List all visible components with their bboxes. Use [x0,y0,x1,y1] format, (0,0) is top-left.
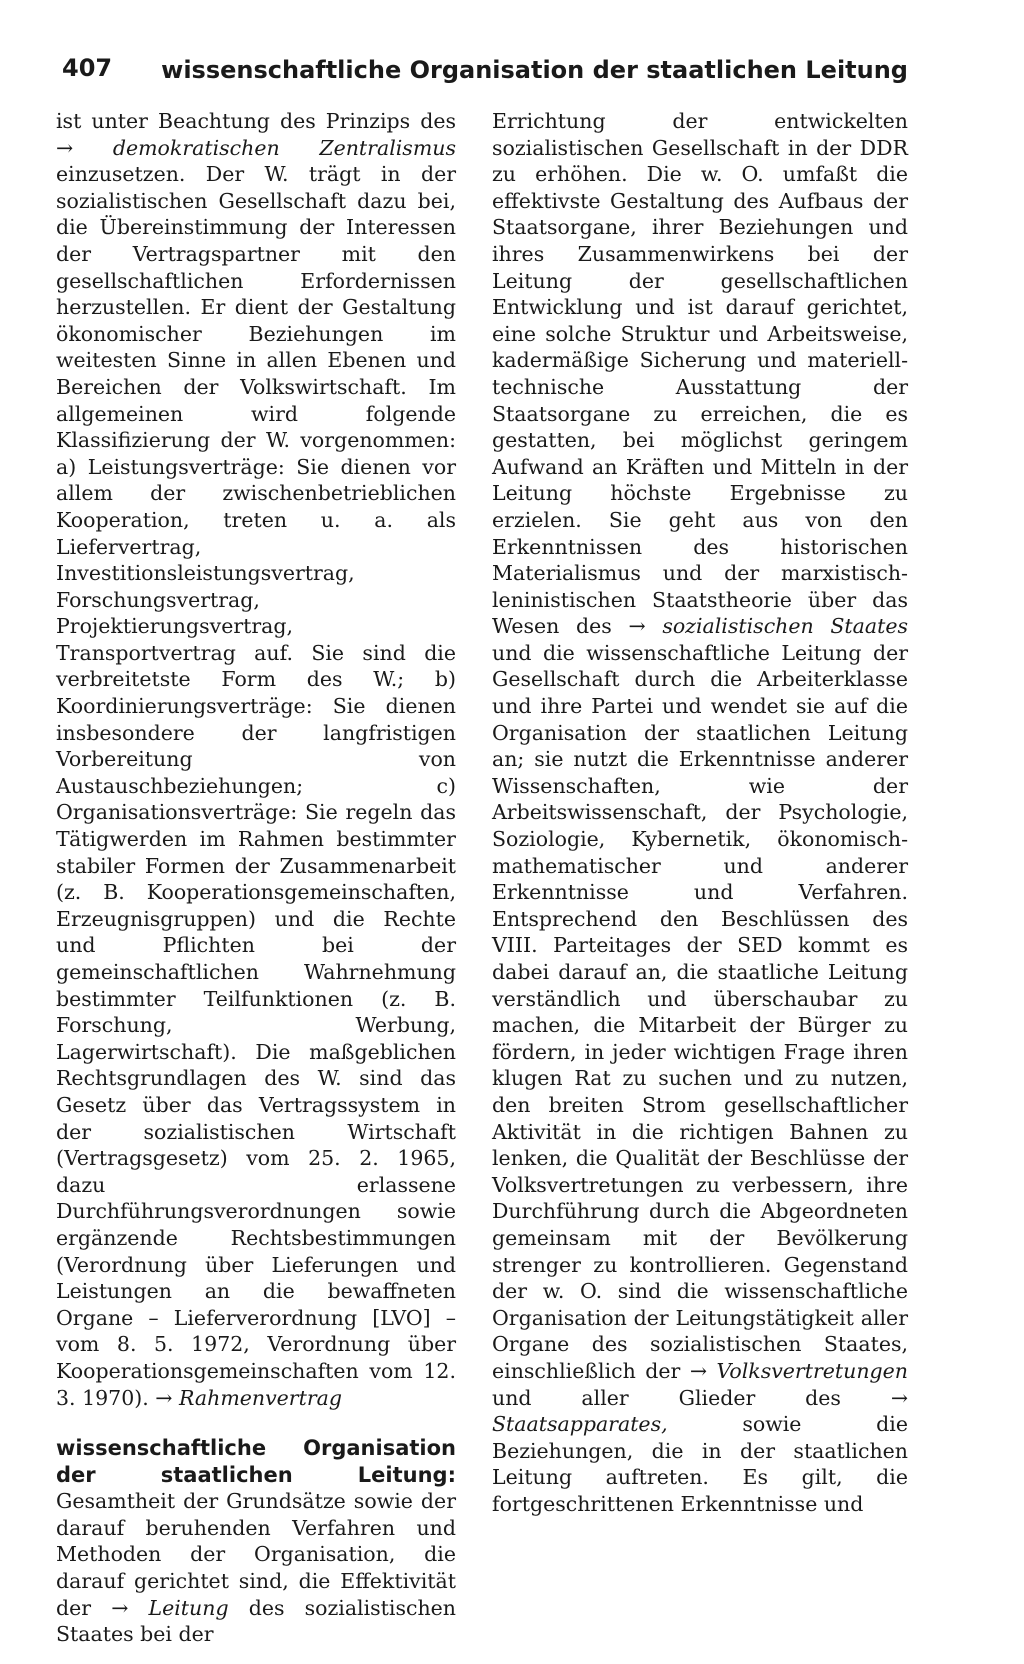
text-run: → [890,1385,908,1410]
text-run: und aller Glieder des [492,1385,891,1410]
text-run: des sozialistischen Staates bei der [56,1595,457,1647]
dictionary-entry [56,1435,456,1648]
page-number: 407 [62,54,113,82]
paragraph [56,108,456,1411]
page-header [62,50,908,90]
cross-reference: Staatsapparates, [492,1412,668,1437]
text-run: → [628,614,663,639]
left-column [56,108,456,1648]
text-run: → [155,1385,179,1410]
text-run: Errichtung der entwickelten sozialistischen Gesellschaft in der DDR zu erhöhen. Die w. O. umfaßt die effektivste Gestaltung des Aufbaus der Staatsorgane, ihrer Beziehungen und ihres Zusammenwirkens bei der Leitung der gesellschaftlichen Entwicklung und ist darauf gerichtet, eine solche Struktur und Arbeitsweise, kadermäßige Sicherung und materiell-technische Ausstattung der Staatsorgane zu erreichen, die es gestatten, bei möglichst geringem Aufwand an Kräften und Mitteln in der Leitung höchste Ergebnisse zu erzielen. Sie geht aus von den Erkenntnissen des historischen Materialismus und der marxistisch-leninistischen Staatstheorie über das Wesen des [492,109,908,639]
cross-reference: Volksvertretungen [716,1358,908,1383]
text-run: sowie die Beziehungen, die in der staatlichen Leitung auftreten. Es gilt, die fortgeschrittenen Erkenntnisse und [492,1412,908,1516]
entry-gap [56,1411,456,1435]
cross-reference: sozialistischen Staates [662,614,908,639]
cross-reference: demokratischen Zentralismus [112,135,456,160]
text-run: einzusetzen. Der W. trägt in der sozialistischen Gesellschaft dazu bei, die Übereinstimmung der Interessen der Vertragspartner mit den gesellschaftlichen Erfordernissen herzustellen. Er dient der Gestaltung ökonomischer Beziehungen im weitesten Sinne in allen Ebenen und Bereichen der Volkswirtschaft. Im allgemeinen wird folgende Klassifizierung der W. vorgenommen: a) Leistungsverträge: Sie dienen vor allem der zwischenbetrieblichen Kooperation, treten u. a. als Liefervertrag, Investitionsleistungsvertrag, Forschungsvertrag, Projektierungsvertrag, Transportvertrag auf. Sie sind die verbreitetste Form des W.; b) Koordinierungsverträge: Sie dienen insbesondere der langfristigen Vorbereitung von Austauschbeziehungen; c) Organisationsverträge: Sie regeln das Tätigwerden im Rahmen bestimmter stabiler Formen der Zusammenarbeit (z. B. Kooperationsgemeinschaften, Erzeugnisgruppen) und die Rechte und Pflichten bei der gemeinschaftlichen Wahrnehmung bestimmter Teilfunktionen (z. B. Forschung, Werbung, Lagerwirtschaft). Die maßgeblichen Rechtsgrundlagen des W. sind das Gesetz über das Vertragssystem in der sozialistischen Wirtschaft (Vertragsgesetz) vom 25. 2. 1965, dazu erlassene Durchführungsverordnungen sowie ergänzende Rechtsbestimmungen (Verordnung über Lieferungen und Leistungen an die bewaffneten Organe – Lieferverordnung [LVO] – vom 8. 5. 1972, Verordnung über Kooperationsgemeinschaften vom 12. 3. 1970). [56,162,456,1410]
paragraph [492,108,908,1517]
text-run: → [689,1358,717,1383]
cross-reference: Rahmenvertrag [178,1385,342,1410]
entry-headword: wissenschaftliche Organisation der staatlichen Leitung: [56,1436,456,1487]
text-run: → [56,135,113,160]
cross-reference: Leitung [148,1595,229,1620]
text-run: ist unter Beachtung des Prinzips des [56,109,456,133]
entry-body [56,1489,456,1646]
text-run: Gesamtheit der Grundsätze sowie der darauf beruhenden Verfahren und Methoden der Organisation, die darauf gerichtet sind, die Effektivität der [56,1489,456,1620]
text-run: → [111,1595,149,1620]
right-column [492,108,908,1517]
running-title: wissenschaftliche Organisation der staatlichen Leitung [161,56,908,84]
text-run: und die wissenschaftliche Leitung der Gesellschaft durch die Arbeiterklasse und ihre Partei und wendet sie auf die Organisation der staatlichen Leitung an; sie nutzt die Erkenntnisse anderer Wissenschaften, wie der Arbeitswissenschaft, der Psychologie, Soziologie, Kybernetik, ökonomisch-mathematischer und anderer Erkenntnisse und Verfahren. Entsprechend den Beschlüssen des VIII. Parteitages der SED kommt es dabei darauf an, die staatliche Leitung verständlich und überschaubar zu machen, die Mitarbeit der Bürger zu fördern, in jeder wichtigen Frage ihren klugen Rat zu suchen und zu nutzen, den breiten Strom gesellschaftlicher Aktivität in die richtigen Bahnen zu lenken, die Qualität der Beschlüsse der Volksvertretungen zu verbessern, ihre Durchführung durch die Abgeordneten gemeinsam mit der Bevölkerung strenger zu kontrollieren. Gegenstand der w. O. sind die wissenschaftliche Organisation der Leitungstätigkeit aller Organe des sozialistischen Staates, einschließlich der [492,640,908,1383]
